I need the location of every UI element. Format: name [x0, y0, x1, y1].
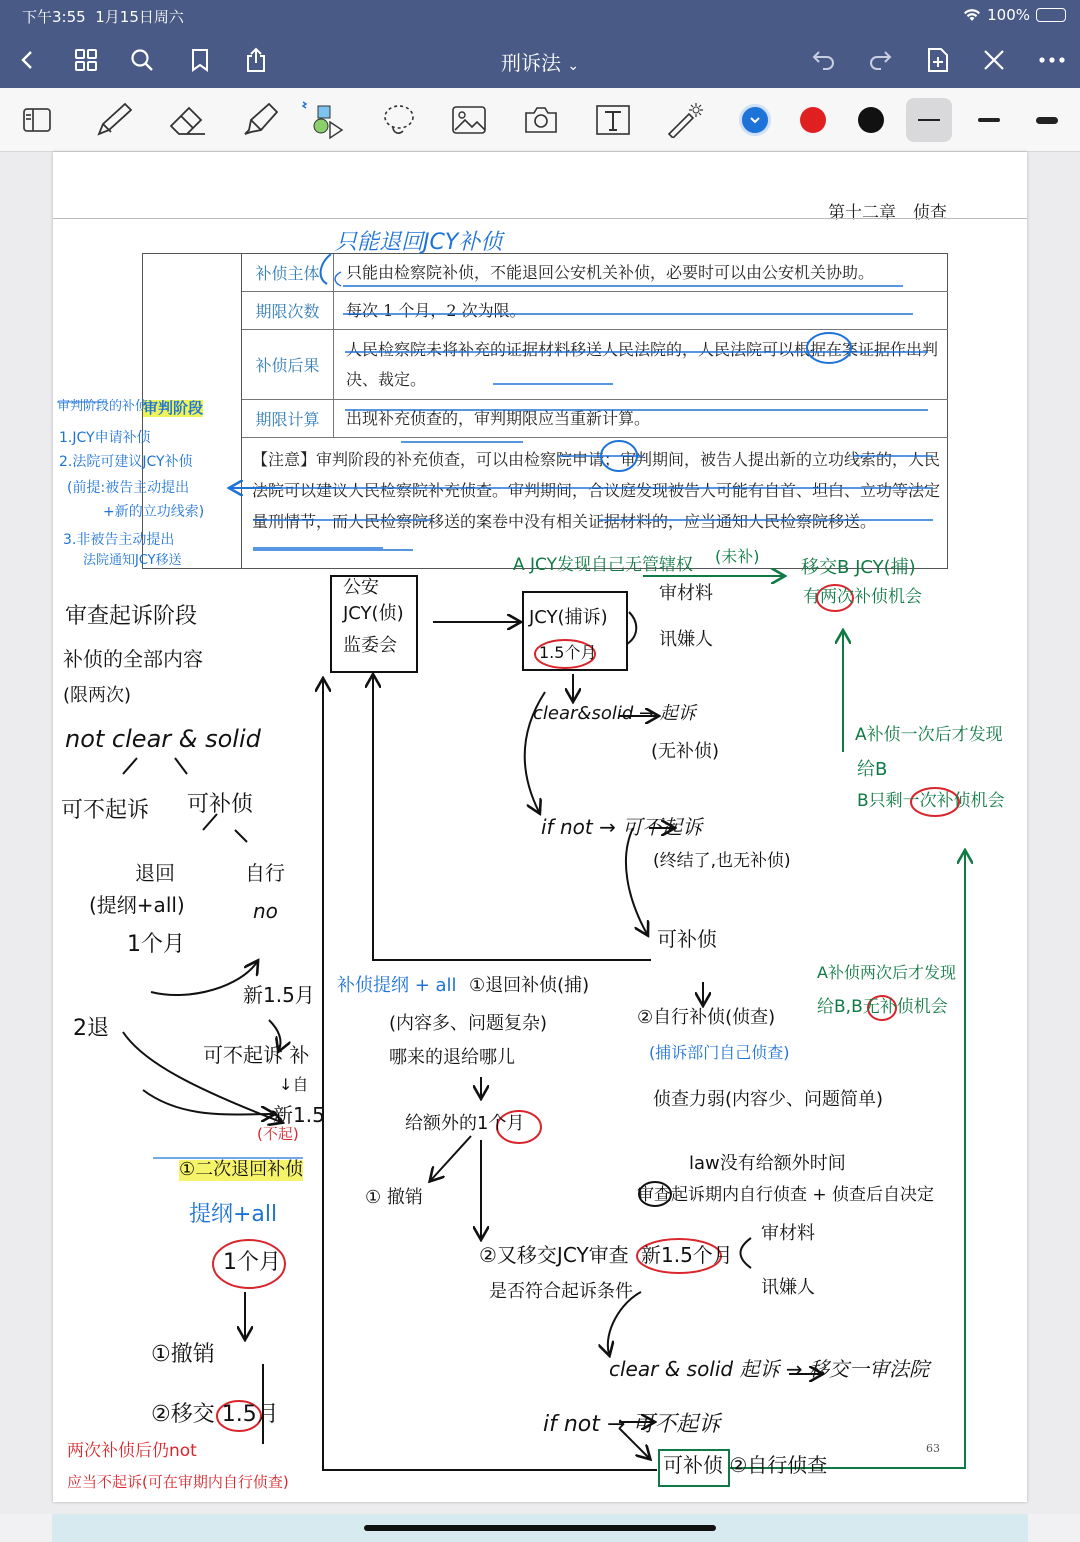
highlighter-tool[interactable] — [236, 98, 282, 142]
battery-percent: 100% — [987, 6, 1030, 24]
row-key: 补侦主体 — [242, 254, 334, 291]
ink-note: (提纲+all) — [89, 893, 185, 917]
shapes-tool[interactable] — [300, 98, 346, 142]
ink-note: (不起) — [257, 1125, 299, 1143]
text-box-icon — [595, 104, 631, 136]
ink-note: clear & solid 起诉 → 移交一审法院 — [609, 1357, 929, 1381]
ink-note: 新1.5个月 — [641, 1243, 733, 1267]
notebook-title — [0, 47, 1080, 76]
ink-note: ②自行补侦(侦查) — [637, 1007, 776, 1028]
search-icon — [130, 48, 154, 72]
ink-note: 新1.5 — [273, 1103, 325, 1127]
ink-note: 审查起诉阶段 — [65, 604, 198, 629]
page-number: 63 — [926, 1442, 940, 1455]
back-button[interactable] — [10, 42, 46, 78]
lasso-tool[interactable] — [376, 98, 422, 142]
more-icon — [1039, 56, 1065, 64]
home-bar — [52, 1514, 1028, 1542]
row-key: 期限计算 — [242, 400, 334, 437]
add-page-button[interactable] — [920, 42, 956, 78]
ink-note: +新的立功线索) — [103, 504, 205, 520]
text-tool[interactable] — [590, 98, 636, 142]
ink-note: 1.JCY申请补侦 — [59, 430, 151, 446]
ink-note: 审材料 — [659, 583, 713, 604]
image-icon — [451, 104, 487, 136]
ink-note: 2退 — [73, 1016, 109, 1041]
ink-note: 给B — [857, 759, 888, 780]
ink-note: 可补侦 — [187, 792, 254, 817]
ink-note: 是否符合起诉条件 — [489, 1281, 633, 1302]
ink-note: 可补侦 — [657, 927, 717, 951]
ink-note: (限两次) — [63, 685, 132, 706]
panel-icon — [22, 107, 52, 133]
thumbnails-button[interactable] — [68, 42, 104, 78]
nav-bar — [0, 30, 1080, 88]
ink-note: 退回 — [135, 861, 175, 885]
ink-note: ②移交 1.5月 — [151, 1402, 279, 1427]
ink-note: not clear & solid — [65, 725, 261, 753]
bookmark-icon — [190, 48, 210, 72]
ink-note: clear&solid → 起诉 — [533, 703, 696, 724]
ink-note: 移交B JCY(捕) — [801, 557, 916, 578]
laser-pointer-tool[interactable] — [662, 98, 708, 142]
ink-note: 监委会 — [343, 635, 397, 656]
ink-note: JCY(侦) — [343, 603, 404, 624]
stroke-medium-icon — [978, 118, 1000, 122]
tools-button[interactable] — [976, 42, 1012, 78]
eraser-icon — [167, 102, 207, 138]
color-swatch-blue — [739, 104, 771, 136]
ink-note: 讯嫌人 — [659, 629, 713, 650]
stroke-medium[interactable] — [966, 98, 1012, 142]
ink-note: 讯嫌人 — [761, 1277, 815, 1298]
sidebar-toggle[interactable] — [14, 98, 60, 142]
ink-note: law没有给额外时间 — [689, 1153, 846, 1174]
camera-tool[interactable] — [518, 98, 564, 142]
laser-pointer-icon — [665, 102, 705, 138]
row-key: 补侦后果 — [242, 330, 334, 399]
ink-note: ①撤销 — [151, 1342, 215, 1367]
battery-icon — [1036, 8, 1066, 22]
ink-note: 只能退回JCY补侦 — [335, 230, 503, 255]
ink-note: 侦查力弱(内容少、问题简单) — [653, 1089, 884, 1110]
ink-note: 公安 — [343, 577, 379, 598]
ink-note: 1个月 — [127, 932, 185, 957]
row-value: 只能由检察院补侦，不能退回公安机关补侦，必要时可以由公安机关协助。 — [346, 262, 875, 282]
stroke-thin-icon — [918, 119, 940, 121]
ink-note: (无补侦) — [651, 741, 720, 762]
ink-note: A补侦一次后才发现 — [855, 725, 1003, 745]
ink-note: ①二次退回补侦 — [179, 1159, 304, 1180]
bookmark-button[interactable] — [182, 42, 218, 78]
undo-icon — [811, 49, 837, 71]
ink-note: 应当不起诉(可在审期内自行侦查) — [67, 1473, 289, 1491]
row-value: 每次 1 个月，2 次为限。 — [346, 300, 526, 320]
ink-note: ① 撤销 — [365, 1187, 423, 1208]
stroke-thick[interactable] — [1024, 98, 1070, 142]
wifi-icon — [963, 8, 981, 22]
ink-note: B只剩一次补侦机会 — [857, 791, 1005, 811]
camera-icon — [523, 104, 559, 136]
ink-note: 2.法院可建议JCY补侦 — [59, 454, 193, 470]
color-blue[interactable] — [732, 98, 778, 142]
ink-note: 1个月 — [223, 1250, 281, 1275]
ink-note: (内容多、问题复杂) — [389, 1013, 548, 1034]
add-page-icon — [926, 47, 950, 73]
ink-note: 给额外的1个月 — [405, 1113, 525, 1134]
table-note: 【注意】审判阶段的补充侦查，可以由检察院申请；审判期间，被告人提出新的立功线索的，人民法院可以建议人民检察院补充侦查。审判期间，合议庭发现被告人可能有自首、坦白、立功等法定量刑情节，而人民检察院移送的案卷中没有相关证据材料的，应当通知人民检察院移送。 — [252, 450, 941, 531]
document-canvas[interactable] — [0, 152, 1080, 1514]
share-icon — [245, 47, 267, 73]
ink-note: (前提:被告主动提出 — [67, 480, 190, 496]
stroke-thick-icon — [1036, 117, 1058, 124]
share-button[interactable] — [238, 42, 274, 78]
ink-note: 3.非被告主动提出 — [63, 532, 175, 548]
ink-note: if not → 可不起诉 — [543, 1412, 721, 1437]
ink-note: (终结了,也无补侦) — [653, 851, 791, 871]
ink-note: ①退回补侦(捕) — [469, 975, 590, 996]
row-value: 出现补充侦查的，审判期限应当重新计算。 — [346, 408, 651, 428]
undo-button[interactable] — [806, 42, 842, 78]
ink-note: 法院通知JCY移送 — [83, 553, 182, 568]
ink-note: 可不起诉 — [61, 798, 150, 823]
pen-tool[interactable] — [90, 98, 136, 142]
ink-note: if not → 可不起诉 — [541, 815, 703, 839]
ink-note: 补侦提纲 + all — [337, 975, 457, 996]
ink-note: ②又移交JCY审查 — [479, 1243, 629, 1267]
ink-note: 提纲+all — [189, 1202, 278, 1227]
eraser-tool[interactable] — [164, 98, 210, 142]
pen-icon — [93, 102, 133, 138]
ink-note: 审查起诉期内自行侦查 + 侦查后自决定 — [637, 1185, 935, 1205]
ink-note: JCY(捕诉) — [529, 607, 608, 628]
shapes-icon — [300, 100, 346, 140]
status-right — [963, 6, 1066, 24]
pen-cross-icon — [982, 48, 1006, 72]
ink-note: 哪来的退给哪儿 — [389, 1047, 515, 1068]
image-tool[interactable] — [446, 98, 492, 142]
ink-note: 可不起诉 补 — [203, 1043, 310, 1067]
ink-note: 审判阶段的补侦 — [57, 399, 149, 414]
ink-note: 新1.5月 — [243, 983, 315, 1007]
chevron-down-icon: ⌄ — [567, 58, 580, 74]
stage-label: 审判阶段 — [143, 399, 204, 417]
ink-note: 1.5个月 — [539, 643, 597, 662]
color-swatch-black — [858, 107, 884, 133]
drawing-toolbar — [0, 88, 1080, 152]
ink-note: 补侦的全部内容 — [63, 647, 203, 671]
more-button[interactable] — [1034, 42, 1070, 78]
highlighter-icon — [239, 102, 279, 138]
redo-icon — [867, 49, 893, 71]
ink-note: 给B,B无补侦机会 — [817, 997, 948, 1017]
status-time: 下午3:55 1月15日周六 — [22, 8, 184, 26]
note-page[interactable] — [53, 152, 1027, 1502]
chevron-left-icon — [17, 49, 39, 71]
row-value: 人民检察院未将补充的证据材料移送人民法院的，人民法院可以根据在案证据作出判决、裁定。 — [346, 339, 939, 389]
ink-note: 两次补侦后仍not — [67, 1441, 197, 1461]
chapter-header: 第十二章 侦查 — [828, 203, 947, 223]
ink-note: 可补侦 ②自行侦查 — [663, 1453, 828, 1477]
ink-note: (捕诉部门自己侦查) — [649, 1043, 790, 1062]
row-key: 期限次数 — [242, 292, 334, 329]
lasso-icon — [381, 102, 417, 138]
color-black[interactable] — [848, 98, 894, 142]
grid-icon — [74, 48, 98, 72]
ink-note: ↓自 — [279, 1075, 309, 1094]
title-dropdown[interactable]: 刑诉法 ⌄ — [500, 51, 580, 75]
stroke-thin[interactable] — [906, 98, 952, 142]
ink-note: 审材料 — [761, 1223, 815, 1244]
ink-note: 自行 — [245, 861, 285, 885]
ink-note: no — [253, 899, 278, 923]
ink-note: A JCY发现自己无管辖权 — [513, 555, 694, 575]
ink-note: 有两次补侦机会 — [803, 587, 922, 607]
ink-note: (未补) — [715, 547, 760, 566]
color-swatch-red — [800, 107, 826, 133]
ink-note: A补侦两次后才发现 — [817, 963, 956, 982]
home-indicator[interactable] — [364, 1525, 716, 1531]
color-red[interactable] — [790, 98, 836, 142]
status-bar — [0, 0, 1080, 30]
search-button[interactable] — [124, 42, 160, 78]
redo-button[interactable] — [862, 42, 898, 78]
chevron-down-icon — [749, 116, 761, 124]
